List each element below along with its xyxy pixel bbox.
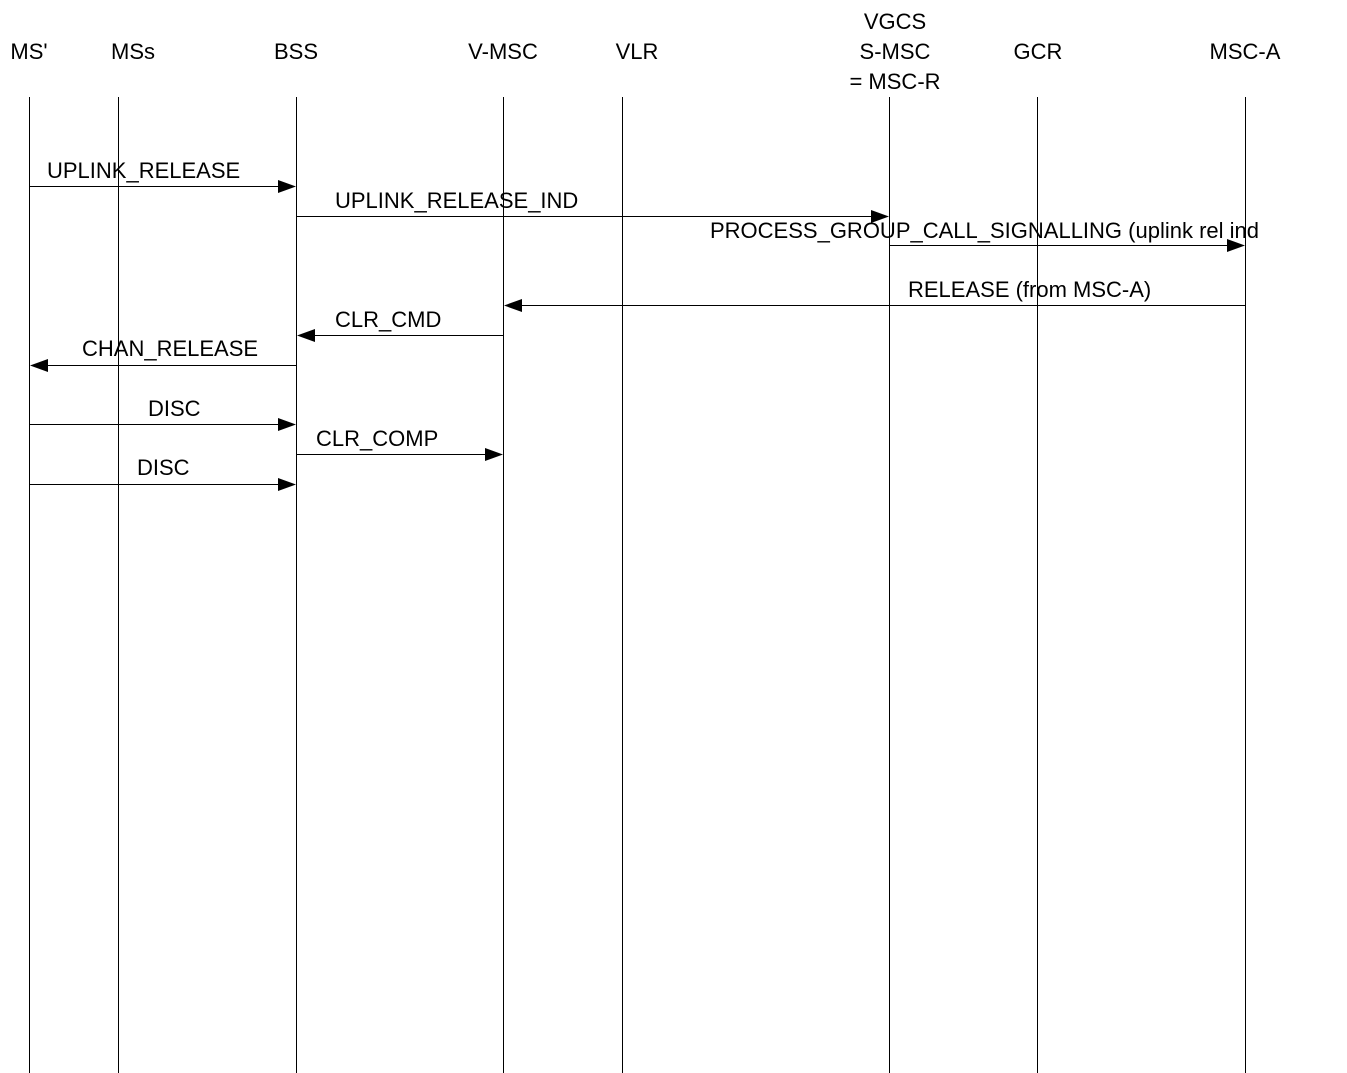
message-clr-comp — [297, 426, 504, 461]
message-label-clr-cmd: CLR_CMD — [335, 307, 442, 332]
message-label-clr-comp: CLR_COMP — [316, 426, 439, 451]
message-label-disc-2: DISC — [137, 455, 190, 480]
entity-label-vgcs-line-2: S-MSC — [859, 39, 931, 64]
message-process-group-call-signalling — [710, 218, 1259, 252]
entity-label-vgcs-line-3: = MSC-R — [849, 69, 941, 94]
message-release-from-msc-a — [504, 277, 1246, 312]
message-disc-1 — [30, 396, 297, 431]
arrow-head-icon — [30, 359, 48, 372]
lifelines — [30, 97, 1246, 1073]
message-clr-cmd — [297, 307, 504, 342]
arrow-head-icon — [278, 418, 296, 431]
arrow-head-icon — [278, 478, 296, 491]
message-label-process-group-call-signalling: PROCESS_GROUP_CALL_SIGNALLING (uplink rel ind — [710, 218, 1259, 243]
message-chan-release — [30, 336, 297, 372]
arrow-head-icon — [297, 329, 315, 342]
entity-label-gcr: GCR — [1013, 39, 1063, 64]
entity-label-v-msc: V-MSC — [468, 39, 538, 64]
message-label-chan-release: CHAN_RELEASE — [82, 336, 259, 361]
arrow-head-icon — [278, 180, 296, 193]
arrow-head-icon — [504, 299, 522, 312]
message-uplink-release — [30, 158, 297, 193]
entity-label-msc-a: MSC-A — [1209, 39, 1281, 64]
messages — [30, 158, 1260, 491]
entity-label-mss: MSs — [111, 39, 155, 64]
message-label-uplink-release: UPLINK_RELEASE — [47, 158, 241, 183]
message-label-uplink-release-ind: UPLINK_RELEASE_IND — [335, 188, 579, 213]
message-label-disc-1: DISC — [148, 396, 201, 421]
message-disc-2 — [30, 455, 297, 491]
arrow-head-icon — [485, 448, 503, 461]
entity-label-vlr: VLR — [615, 39, 659, 64]
entity-label-vgcs-line-1: VGCS — [863, 9, 927, 34]
entity-label-bss: BSS — [273, 39, 319, 64]
entity-headers — [10, 9, 1280, 94]
message-label-release-from-msc-a: RELEASE (from MSC-A) — [908, 277, 1152, 302]
entity-label-ms-prime: MS' — [10, 39, 48, 64]
